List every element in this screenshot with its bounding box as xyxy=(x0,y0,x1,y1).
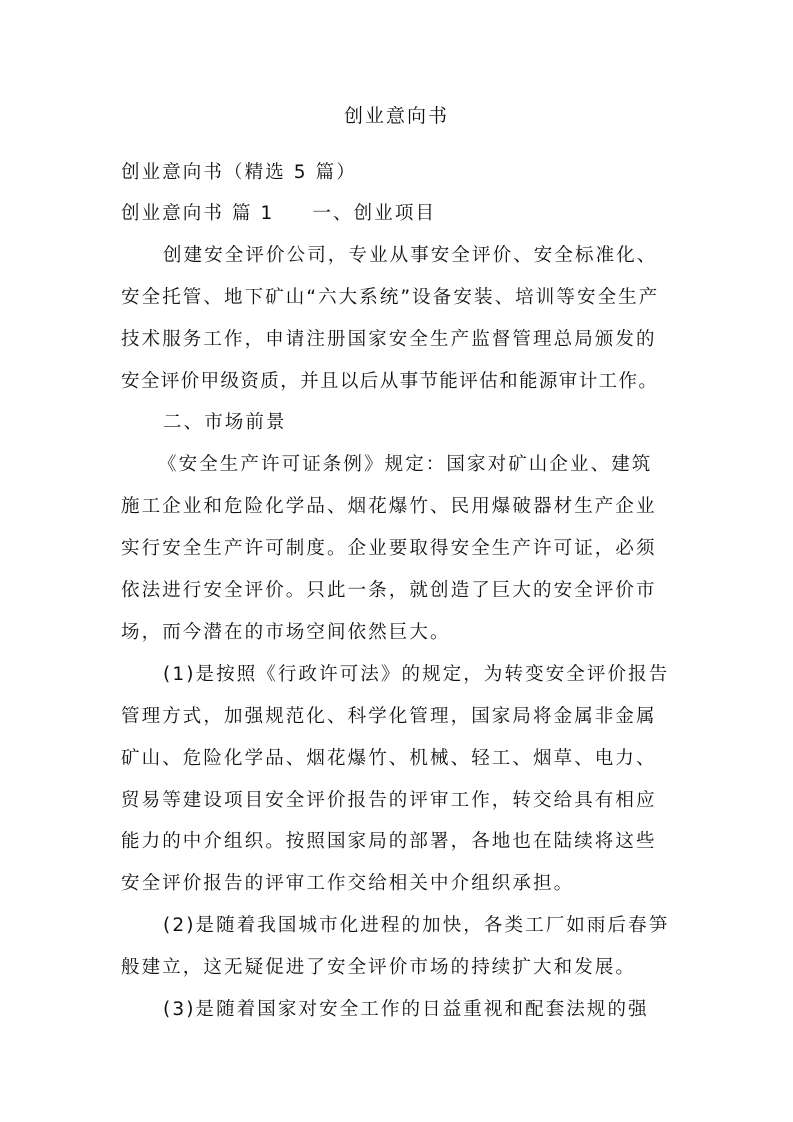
paragraph-line: (2)是随着我国城市化进程的加快，各类工厂如雨后春笋 xyxy=(163,915,670,936)
paragraph-line: 般建立，这无疑促进了安全评价市场的持续扩大和发展。 xyxy=(121,957,637,978)
paragraph-line: 《安全生产许可证条例》规定：国家对矿山企业、建筑 xyxy=(158,454,653,475)
paragraph-line: (3)是随着国家对安全工作的日益重视和配套法规的强 xyxy=(163,999,649,1020)
paragraph-line: (1)是按照《行政许可法》的规定，为转变安全评价报告 xyxy=(163,664,670,685)
document-title: 创业意向书 xyxy=(343,105,449,127)
paragraph-line: 施工企业和危险化学品、烟花爆竹、民用爆破器材生产企业 xyxy=(121,496,657,517)
paragraph-line: 能力的中介组织。按照国家局的部署，各地也在陆续将这些 xyxy=(121,831,657,852)
article-label: 创业意向书 篇 1 xyxy=(121,203,275,224)
paragraph-line: 场，而今潜在的市场空间依然巨大。 xyxy=(121,622,451,643)
paragraph-line: 矿山、危险化学品、烟花爆竹、机械、轻工、烟草、电力、 xyxy=(121,748,657,769)
paragraph-line: 管理方式，加强规范化、科学化管理，国家局将金属非金属 xyxy=(121,706,657,727)
paragraph-line: 创建安全评价公司，专业从事安全评价、安全标准化、 xyxy=(163,245,658,266)
section-title-project: 一、创业项目 xyxy=(312,203,437,224)
section-title-market: 二、市场前景 xyxy=(163,412,287,433)
section-heading xyxy=(121,201,681,227)
paragraph-line: 技术服务工作，申请注册国家安全生产监督管理总局颁发的 xyxy=(121,329,657,350)
paragraph-line: 安全评价甲级资质，并且以后从事节能评估和能源审计工作。 xyxy=(121,371,659,392)
paragraph-line: 安全评价报告的评审工作交给相关中介组织承担。 xyxy=(121,873,575,894)
paragraph-line: 依法进行安全评价。只此一条，就创造了巨大的安全评价市 xyxy=(121,580,657,601)
document-subtitle: 创业意向书（精选 5 篇） xyxy=(121,162,357,183)
paragraph-line: 实行安全生产许可制度。企业要取得安全生产许可证，必须 xyxy=(121,538,657,559)
paragraph-line: 贸易等建设项目安全评价报告的评审工作，转交给具有相应 xyxy=(121,790,657,811)
paragraph-line: 安全托管、地下矿山“六大系统”设备安装、培训等安全生产 xyxy=(121,287,660,308)
